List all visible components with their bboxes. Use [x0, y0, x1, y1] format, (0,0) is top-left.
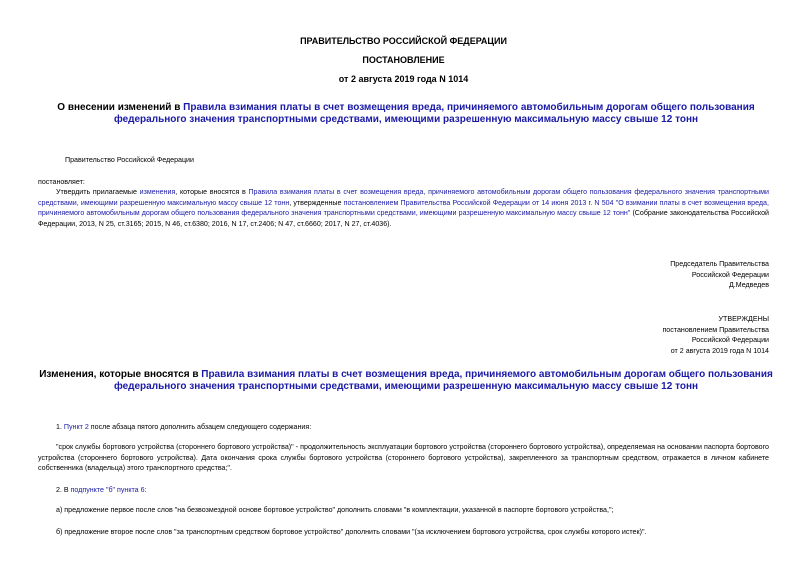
- government-line: Правительство Российской Федерации: [65, 156, 194, 164]
- point-2-link[interactable]: Пункт 2: [63, 423, 89, 431]
- signature-block: [670, 259, 769, 291]
- document-title: [36, 102, 776, 126]
- title-prefix: О внесении изменений в: [57, 102, 184, 113]
- signature-name: Д.Медведев: [728, 281, 769, 289]
- item-2: 2. В подпункте "б" пункта 6:: [56, 486, 147, 494]
- changes-title-rules-link[interactable]: Правила взимания платы в счет возмещения вреда, причиняемого автомобильным дорогам общего пользования федерального значения транспортными средствами, имеющими разрешенную максимальную массу свыше 12 тонн: [113, 369, 773, 392]
- item-1: 1. Пункт 2 после абзаца пятого дополнить абзацем следующего содержания:: [56, 423, 312, 431]
- decree-paragraph: Утвердить прилагаемые изменения, которые вносятся в Правила взимания платы в счет возмещения вреда, причиняемого автомобильным дорогам общего пользования федерального значения транспортными средствами, имеющими разрешенную максимальную массу свыше 12 тонн, утвержденные постановлением Правительства Российской Федерации от 14 июня 2013 г. N 504 "О взимании платы в счет возмещения вреда, причиняемого автомобильным дорогам общего пользования федерального значения транспортными средствами, имеющими разрешенную максимальную массу свыше 12 тонн" (Собрание законодательства Российской Федерации, 2013, N 25, ст.3165; 2015, N 46, ст.6380; 2016, N 17, ст.2406; N 47, ст.6660; 2017, N 27, ст.4036).: [38, 188, 770, 228]
- resolution-504-link[interactable]: постановлением Правительства Российской Федерации от 14 июня 2013 г. N 504 "О взимании платы в счет возмещения вреда, причиняемого автомобильным дорогам общего пользования федерального значения транспортными средствами, имеющими разрешенную максимальную массу свыше 12 тонн": [38, 198, 769, 217]
- quoted-definition: "срок службы бортового устройства (стороннего бортового устройства)" - продолжительность эксплуатации бортового устройства (стороннего бортового устройства), определяемая на основании паспорта бортового устройства (стороннего бортового устройства). Дата окончания срока службы бортового устройства (стороннего бортового устройства), закрепленного за транспортным средством, отражается в личном кабинете собственника (владельца) этого транспортного средства;".: [38, 443, 769, 472]
- approved-block: УТВЕРЖДЕНЫ постановлением Правительства Российской Федерации от 2 августа 2019 года N 1014: [662, 315, 769, 355]
- subitem-b: б) предложение второе после слов "за транспортным средством бортовое устройство" дополнить словами "(за исключением бортового устройства, срок службы которого истек)".: [56, 528, 647, 536]
- changes-title: [36, 369, 776, 393]
- signature-org: Российской Федерации: [691, 270, 769, 279]
- signature-title: Председатель Правительства: [670, 260, 769, 268]
- changes-link[interactable]: изменения: [139, 188, 176, 196]
- approved-date: от 2 августа 2019 года N 1014: [670, 346, 769, 355]
- title-rules-link[interactable]: Правила взимания платы в счет возмещения вреда, причиняемого автомобильным дорогам общего пользования федерального значения транспортными средствами, имеющими разрешенную максимальную массу свыше 12 тонн: [113, 102, 755, 125]
- decree-word: постановляет:: [38, 178, 85, 186]
- document-date: от 2 августа 2019 года N 1014: [338, 74, 469, 84]
- subitem-a: а) предложение первое после слов "на безвозмездной основе бортовое устройство" дополнить словами "в комплектации, указанной в паспорте бортового устройства,";: [56, 506, 614, 514]
- government-heading: ПРАВИТЕЛЬСТВО РОССИЙСКОЙ ФЕДЕРАЦИИ: [300, 36, 507, 46]
- document-type: ПОСТАНОВЛЕНИЕ: [362, 55, 445, 65]
- subpoint-b-link[interactable]: подпункте "б" пункта 6: [70, 486, 145, 494]
- changes-title-prefix: Изменения, которые вносятся в: [39, 369, 202, 380]
- rules-link[interactable]: Правила взимания платы в счет возмещения вреда, причиняемого автомобильным дорогам общего пользования федерального значения транспортными средствами, имеющими разрешенную максимальную массу свыше 12 тонн: [38, 188, 769, 207]
- approved-label: УТВЕРЖДЕНЫ: [718, 315, 769, 323]
